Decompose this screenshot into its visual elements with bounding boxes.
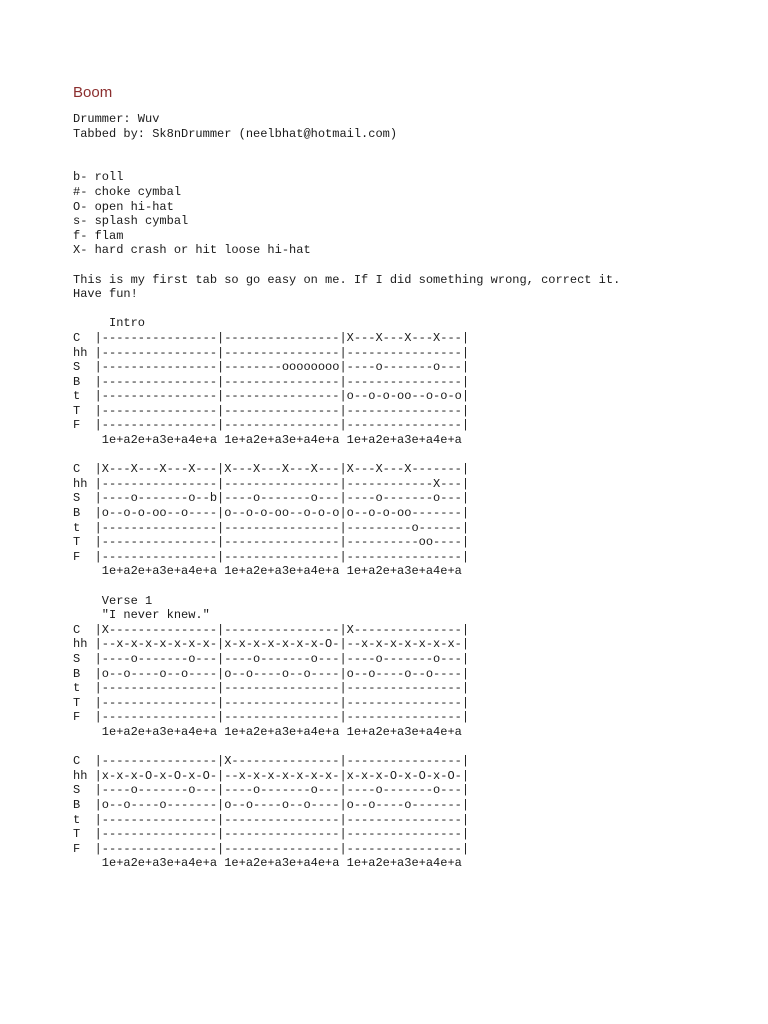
document-page [73, 83, 753, 871]
tab-body-text: Drummer: Wuv Tabbed by: Sk8nDrummer (neelbhat@hotmail.com) b- roll #- choke cymbal O- open hi-hat s- splash cymbal f- flam X- hard crash or hit loose hi-hat This is my first tab so go easy on me. If I did something wrong, correct it. Have fun! Intro C |----------------|----------------|X---X---X---X---| hh |----------------|----------------|----------------| S |----------------|--------oooooooo|----o-------o---| B |----------------|----------------|----------------| t |----------------|----------------|o--o-o-oo--o-o-o| T |----------------|----------------|----------------| F |----------------|----------------|----------------| 1e+a2e+a3e+a4e+a 1e+a2e+a3e+a4e+a 1e+a2e+a3e+a4e+a C |X---X---X---X---|X---X---X---X---|X---X---X-------| hh |----------------|----------------|------------X---| S |----o-------o--b|----o-------o---|----o-------o---| B |o--o-o-oo--o----|o--o-o-oo--o-o-o|o--o-o-oo-------| t |----------------|----------------|---------o------| T |----------------|----------------|----------oo----| F |----------------|----------------|----------------| 1e+a2e+a3e+a4e+a 1e+a2e+a3e+a4e+a 1e+a2e+a3e+a4e+a Verse 1 "I never knew." C |X---------------|----------------|X---------------| hh |--x-x-x-x-x-x-x-|x-x-x-x-x-x-x-O-|--x-x-x-x-x-x-x-| S |----o-------o---|----o-------o---|----o-------o---| B |o--o----o--o----|o--o----o--o----|o--o----o--o----| t |----------------|----------------|----------------| T |----------------|----------------|----------------| F |----------------|----------------|----------------| 1e+a2e+a3e+a4e+a 1e+a2e+a3e+a4e+a 1e+a2e+a3e+a4e+a C |----------------|X---------------|----------------| hh |x-x-x-O-x-O-x-O-|--x-x-x-x-x-x-x-|x-x-x-O-x-O-x-O-| S |----o-------o---|----o-------o---|----o-------o---| B |o--o----o-------|o--o----o--o----|o--o----o-------| t |----------------|----------------|----------------| T |----------------|----------------|----------------| F |----------------|----------------|----------------| 1e+a2e+a3e+a4e+a 1e+a2e+a3e+a4e+a 1e+a2e+a3e+a4e+a [73, 112, 621, 871]
document-title: Boom [73, 84, 113, 101]
